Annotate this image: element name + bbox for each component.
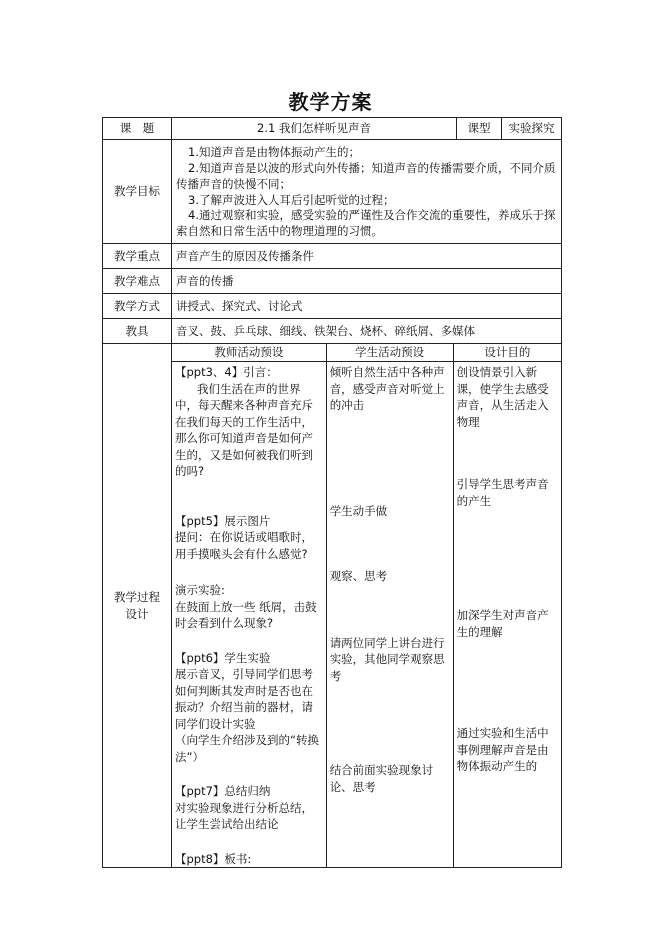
row-difficulty [103,269,562,294]
row-process [103,344,562,868]
teacher-block-body: 在鼓面上放一些 纸屑，击鼓时会看到什么现象? [175,599,317,630]
teacher-block-body: 展示音叉，引导同学们思考如何判断其发声时是否也在振动？介绍当前的器材，请同学们设计实验 [175,667,313,731]
teacher-block-head: 【ppt8】板书: [175,851,252,866]
teacher-block-head: 演示实验: [175,583,225,597]
process-table [172,344,561,867]
student-item: 观察、思考 [329,569,388,583]
student-item: 倾听自然生活中各种声音，感受声音对听觉上的冲击 [329,365,445,412]
type-value: 实验探究 [502,118,562,140]
method-value: 讲授式、探究式、讨论式 [172,294,562,319]
topic-label: 课 题 [103,118,172,140]
process-content [172,344,562,868]
teacher-block-1 [175,364,323,480]
purpose-item: 通过实验和生活中事例理解声音是由物体振动产生的 [456,726,549,773]
teacher-block-body: 对实验现象进行分析总结，让学生尝试给出结论 [175,800,313,831]
difficulty-label: 教学难点 [103,269,172,294]
student-item: 结合前面实验现象讨论、思考 [329,763,434,794]
purpose-item: 创设情景引入新课，使学生去感受声音，从生活走入物理 [456,365,549,429]
row-topic [103,118,562,140]
col-teacher-header: 教师活动预设 [172,344,326,362]
objective-item: 4.通过观察和实验，感受实验的严谨性及合作交流的重要性，养成乐于探索自然和日常生活中的物理道理的习惯。 [176,208,556,239]
key-point-label: 教学重点 [103,244,172,269]
teacher-block-head: 【ppt5】展示图片 [175,513,271,528]
teacher-block-body: 我们生活在声的世界中，每天醒来各种声音充斥在我们每天的工作生活中，那么你可知道声音是如何产生的，又是如何被我们听到的吗? [175,381,313,478]
teacher-block-3 [175,582,323,632]
teacher-block-body: 提问：在你说话或唱歌时，用手摸喉头会有什么感觉? [175,530,313,561]
student-column [326,362,453,868]
col-purpose-header: 设计目的 [453,344,561,362]
objective-item: 2.知道声音是以波的形式向外传播；知道声音的传播需要介质，不同介质传播声音的快慢不同； [176,160,556,191]
teacher-column [172,362,326,868]
row-key-point [103,244,562,269]
row-method [103,294,562,319]
key-point-value: 声音产生的原因及传播条件 [172,244,562,269]
teacher-block-head: 【ppt7】总结归纳 [175,784,271,798]
purpose-item: 引导学生思考声音的产生 [456,477,549,508]
tools-value: 音叉、鼓、乒乓球、细线、铁架台、烧杯、碎纸屑、多媒体 [172,319,562,344]
method-label: 教学方式 [103,294,172,319]
row-tools [103,319,562,344]
teacher-block-head: 【ppt6】学生实验 [175,650,271,665]
objectives-label: 教学目标 [103,140,172,244]
process-header-row [172,344,561,362]
lesson-plan-table [102,117,562,868]
student-item: 学生动手做 [329,503,388,518]
purpose-column [453,362,561,868]
objectives-content [172,140,562,244]
teacher-block-note: （向学生介绍涉及到的“转换法”） [175,733,319,764]
teacher-block-2 [175,513,323,563]
type-label: 课型 [457,118,502,140]
teacher-block-head: 【ppt3、4】引言： [175,365,278,379]
process-label-line1: 教学过程 [114,590,160,604]
teacher-block-5 [175,783,323,833]
student-item: 请两位同学上讲台进行实验，其他同学观察思考 [329,635,445,683]
col-student-header: 学生活动预设 [326,344,453,362]
tools-label: 教具 [103,319,172,344]
process-label [103,344,172,868]
process-body-row [172,362,561,868]
difficulty-value: 声音的传播 [172,269,562,294]
page-title: 教学方案 [288,90,373,114]
teacher-block-6 [175,851,323,868]
row-objectives [103,140,562,244]
teacher-block-4 [175,650,323,766]
objective-item: 1.知道声音是由物体振动产生的； [188,145,360,160]
objective-item: 3.了解声波进入人耳后引起听觉的过程； [188,192,395,207]
purpose-item: 加深学生对声音产生的理解 [456,608,549,639]
process-label-line2: 设计 [125,606,149,621]
topic-value: 2.1 我们怎样听见声音 [172,118,457,140]
